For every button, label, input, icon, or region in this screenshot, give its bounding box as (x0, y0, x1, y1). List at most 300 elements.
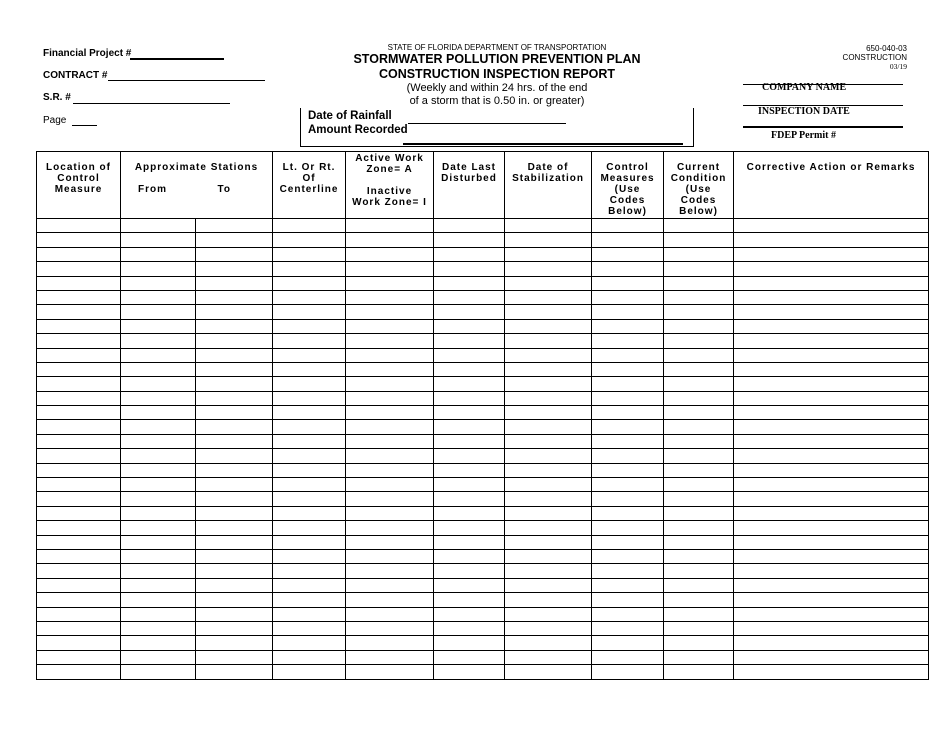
table-cell[interactable] (664, 219, 734, 233)
table-cell[interactable] (346, 348, 434, 362)
table-cell[interactable] (664, 276, 734, 290)
table-cell[interactable] (37, 449, 121, 463)
table-cell[interactable] (592, 564, 664, 578)
table-cell[interactable] (121, 377, 196, 391)
table-cell[interactable] (121, 262, 196, 276)
table-cell[interactable] (734, 549, 929, 563)
table-cell[interactable] (505, 247, 592, 261)
table-cell[interactable] (592, 319, 664, 333)
table-cell[interactable] (346, 521, 434, 535)
table-cell[interactable] (664, 290, 734, 304)
table-cell[interactable] (664, 377, 734, 391)
table-cell[interactable] (196, 348, 273, 362)
table-cell[interactable] (734, 621, 929, 635)
table-cell[interactable] (37, 434, 121, 448)
table-cell[interactable] (196, 434, 273, 448)
table-cell[interactable] (346, 665, 434, 679)
table-cell[interactable] (505, 521, 592, 535)
table-cell[interactable] (664, 549, 734, 563)
table-cell[interactable] (592, 377, 664, 391)
table-cell[interactable] (664, 305, 734, 319)
table-cell[interactable] (434, 233, 505, 247)
table-cell[interactable] (37, 362, 121, 376)
table-cell[interactable] (121, 434, 196, 448)
table-cell[interactable] (592, 420, 664, 434)
table-cell[interactable] (664, 463, 734, 477)
table-cell[interactable] (37, 233, 121, 247)
table-cell[interactable] (196, 406, 273, 420)
table-cell[interactable] (592, 334, 664, 348)
table-cell[interactable] (37, 463, 121, 477)
table-cell[interactable] (592, 521, 664, 535)
table-cell[interactable] (434, 549, 505, 563)
table-cell[interactable] (592, 391, 664, 405)
table-cell[interactable] (664, 449, 734, 463)
table-cell[interactable] (121, 665, 196, 679)
table-cell[interactable] (664, 233, 734, 247)
table-cell[interactable] (273, 434, 346, 448)
table-cell[interactable] (505, 478, 592, 492)
table-cell[interactable] (434, 636, 505, 650)
table-cell[interactable] (37, 377, 121, 391)
table-cell[interactable] (346, 391, 434, 405)
table-cell[interactable] (121, 521, 196, 535)
table-cell[interactable] (505, 262, 592, 276)
table-cell[interactable] (592, 463, 664, 477)
table-cell[interactable] (734, 607, 929, 621)
table-cell[interactable] (434, 262, 505, 276)
table-cell[interactable] (505, 406, 592, 420)
table-cell[interactable] (434, 650, 505, 664)
table-cell[interactable] (196, 492, 273, 506)
table-cell[interactable] (346, 305, 434, 319)
table-cell[interactable] (664, 607, 734, 621)
table-cell[interactable] (734, 578, 929, 592)
table-cell[interactable] (346, 420, 434, 434)
table-cell[interactable] (196, 362, 273, 376)
table-cell[interactable] (434, 506, 505, 520)
table-cell[interactable] (734, 219, 929, 233)
table-cell[interactable] (346, 578, 434, 592)
table-cell[interactable] (273, 549, 346, 563)
table-cell[interactable] (434, 247, 505, 261)
table-cell[interactable] (273, 636, 346, 650)
table-cell[interactable] (505, 506, 592, 520)
table-cell[interactable] (734, 636, 929, 650)
sr-field[interactable] (73, 103, 230, 104)
table-cell[interactable] (734, 319, 929, 333)
table-cell[interactable] (37, 564, 121, 578)
table-cell[interactable] (664, 621, 734, 635)
table-cell[interactable] (346, 247, 434, 261)
table-cell[interactable] (734, 564, 929, 578)
table-cell[interactable] (505, 348, 592, 362)
table-cell[interactable] (592, 578, 664, 592)
table-cell[interactable] (121, 406, 196, 420)
table-cell[interactable] (273, 621, 346, 635)
table-cell[interactable] (664, 564, 734, 578)
table-cell[interactable] (434, 319, 505, 333)
table-cell[interactable] (592, 276, 664, 290)
table-cell[interactable] (37, 247, 121, 261)
table-cell[interactable] (346, 607, 434, 621)
table-cell[interactable] (196, 247, 273, 261)
table-cell[interactable] (592, 348, 664, 362)
table-cell[interactable] (505, 420, 592, 434)
table-cell[interactable] (273, 492, 346, 506)
table-cell[interactable] (734, 362, 929, 376)
table-cell[interactable] (592, 636, 664, 650)
table-cell[interactable] (434, 492, 505, 506)
table-cell[interactable] (273, 521, 346, 535)
table-cell[interactable] (592, 219, 664, 233)
table-cell[interactable] (664, 348, 734, 362)
table-cell[interactable] (273, 319, 346, 333)
table-cell[interactable] (346, 564, 434, 578)
table-cell[interactable] (37, 521, 121, 535)
table-cell[interactable] (592, 362, 664, 376)
table-cell[interactable] (273, 377, 346, 391)
table-cell[interactable] (592, 492, 664, 506)
table-cell[interactable] (196, 420, 273, 434)
table-cell[interactable] (37, 650, 121, 664)
table-cell[interactable] (434, 377, 505, 391)
table-cell[interactable] (273, 478, 346, 492)
table-cell[interactable] (434, 434, 505, 448)
table-cell[interactable] (196, 219, 273, 233)
table-cell[interactable] (434, 621, 505, 635)
table-cell[interactable] (592, 593, 664, 607)
table-cell[interactable] (664, 262, 734, 276)
table-cell[interactable] (121, 593, 196, 607)
table-cell[interactable] (734, 377, 929, 391)
table-cell[interactable] (37, 665, 121, 679)
table-cell[interactable] (273, 406, 346, 420)
table-cell[interactable] (273, 391, 346, 405)
table-cell[interactable] (505, 391, 592, 405)
table-cell[interactable] (121, 305, 196, 319)
table-cell[interactable] (346, 406, 434, 420)
financial-project-field[interactable] (130, 58, 224, 60)
table-cell[interactable] (664, 593, 734, 607)
table-cell[interactable] (37, 535, 121, 549)
table-cell[interactable] (434, 607, 505, 621)
page-field[interactable] (72, 125, 97, 126)
table-cell[interactable] (505, 463, 592, 477)
table-cell[interactable] (592, 478, 664, 492)
table-cell[interactable] (434, 290, 505, 304)
table-cell[interactable] (434, 420, 505, 434)
table-cell[interactable] (37, 578, 121, 592)
table-cell[interactable] (592, 650, 664, 664)
table-cell[interactable] (346, 319, 434, 333)
table-cell[interactable] (273, 650, 346, 664)
table-cell[interactable] (37, 348, 121, 362)
table-cell[interactable] (346, 276, 434, 290)
table-cell[interactable] (196, 319, 273, 333)
table-cell[interactable] (37, 262, 121, 276)
table-cell[interactable] (734, 478, 929, 492)
table-cell[interactable] (346, 506, 434, 520)
table-cell[interactable] (346, 593, 434, 607)
table-cell[interactable] (505, 233, 592, 247)
table-cell[interactable] (592, 665, 664, 679)
table-cell[interactable] (664, 478, 734, 492)
table-cell[interactable] (664, 521, 734, 535)
table-cell[interactable] (734, 593, 929, 607)
contract-field[interactable] (108, 80, 265, 81)
table-cell[interactable] (37, 549, 121, 563)
table-cell[interactable] (37, 593, 121, 607)
table-cell[interactable] (273, 247, 346, 261)
table-cell[interactable] (434, 276, 505, 290)
table-cell[interactable] (664, 319, 734, 333)
table-cell[interactable] (434, 362, 505, 376)
table-cell[interactable] (273, 578, 346, 592)
table-cell[interactable] (273, 420, 346, 434)
table-cell[interactable] (734, 463, 929, 477)
table-cell[interactable] (121, 650, 196, 664)
table-cell[interactable] (273, 607, 346, 621)
table-cell[interactable] (664, 362, 734, 376)
table-cell[interactable] (273, 449, 346, 463)
table-cell[interactable] (664, 391, 734, 405)
table-cell[interactable] (196, 506, 273, 520)
table-cell[interactable] (346, 362, 434, 376)
table-cell[interactable] (196, 650, 273, 664)
table-cell[interactable] (734, 276, 929, 290)
table-cell[interactable] (505, 665, 592, 679)
table-cell[interactable] (592, 621, 664, 635)
table-cell[interactable] (273, 665, 346, 679)
table-cell[interactable] (664, 535, 734, 549)
table-cell[interactable] (37, 276, 121, 290)
table-cell[interactable] (37, 492, 121, 506)
table-cell[interactable] (434, 478, 505, 492)
table-cell[interactable] (196, 521, 273, 535)
table-cell[interactable] (505, 578, 592, 592)
table-cell[interactable] (121, 463, 196, 477)
table-cell[interactable] (346, 478, 434, 492)
table-cell[interactable] (196, 621, 273, 635)
table-cell[interactable] (434, 665, 505, 679)
table-cell[interactable] (37, 420, 121, 434)
table-cell[interactable] (592, 262, 664, 276)
table-cell[interactable] (37, 305, 121, 319)
table-cell[interactable] (664, 420, 734, 434)
table-cell[interactable] (734, 492, 929, 506)
table-cell[interactable] (37, 636, 121, 650)
table-cell[interactable] (37, 406, 121, 420)
table-cell[interactable] (273, 219, 346, 233)
table-cell[interactable] (196, 305, 273, 319)
table-cell[interactable] (196, 262, 273, 276)
table-cell[interactable] (434, 334, 505, 348)
table-cell[interactable] (121, 607, 196, 621)
table-cell[interactable] (196, 549, 273, 563)
table-cell[interactable] (273, 564, 346, 578)
table-cell[interactable] (346, 463, 434, 477)
table-cell[interactable] (196, 478, 273, 492)
table-cell[interactable] (196, 334, 273, 348)
table-cell[interactable] (434, 564, 505, 578)
table-cell[interactable] (505, 607, 592, 621)
table-cell[interactable] (121, 449, 196, 463)
table-cell[interactable] (434, 449, 505, 463)
table-cell[interactable] (505, 219, 592, 233)
table-cell[interactable] (592, 233, 664, 247)
table-cell[interactable] (505, 535, 592, 549)
table-cell[interactable] (505, 377, 592, 391)
table-cell[interactable] (37, 290, 121, 304)
table-cell[interactable] (505, 334, 592, 348)
table-cell[interactable] (273, 276, 346, 290)
table-cell[interactable] (734, 406, 929, 420)
inspection-date-field[interactable] (743, 126, 903, 128)
table-cell[interactable] (121, 578, 196, 592)
table-cell[interactable] (121, 621, 196, 635)
table-cell[interactable] (346, 219, 434, 233)
table-cell[interactable] (734, 521, 929, 535)
table-cell[interactable] (592, 305, 664, 319)
table-cell[interactable] (196, 449, 273, 463)
table-cell[interactable] (734, 247, 929, 261)
table-cell[interactable] (37, 506, 121, 520)
table-cell[interactable] (346, 262, 434, 276)
table-cell[interactable] (505, 276, 592, 290)
table-cell[interactable] (273, 262, 346, 276)
table-cell[interactable] (37, 621, 121, 635)
table-cell[interactable] (37, 607, 121, 621)
table-cell[interactable] (121, 348, 196, 362)
table-cell[interactable] (121, 391, 196, 405)
table-cell[interactable] (505, 362, 592, 376)
table-cell[interactable] (505, 650, 592, 664)
table-cell[interactable] (273, 535, 346, 549)
table-cell[interactable] (664, 650, 734, 664)
table-cell[interactable] (37, 319, 121, 333)
table-cell[interactable] (664, 434, 734, 448)
table-cell[interactable] (505, 549, 592, 563)
table-cell[interactable] (734, 506, 929, 520)
table-cell[interactable] (273, 593, 346, 607)
table-cell[interactable] (434, 305, 505, 319)
table-cell[interactable] (734, 665, 929, 679)
table-cell[interactable] (196, 391, 273, 405)
table-cell[interactable] (196, 276, 273, 290)
table-cell[interactable] (346, 492, 434, 506)
table-cell[interactable] (664, 334, 734, 348)
table-cell[interactable] (196, 593, 273, 607)
table-cell[interactable] (664, 665, 734, 679)
table-cell[interactable] (505, 305, 592, 319)
table-cell[interactable] (505, 492, 592, 506)
table-cell[interactable] (664, 578, 734, 592)
table-cell[interactable] (346, 377, 434, 391)
table-cell[interactable] (592, 247, 664, 261)
table-cell[interactable] (121, 564, 196, 578)
table-cell[interactable] (196, 463, 273, 477)
table-cell[interactable] (434, 463, 505, 477)
table-cell[interactable] (273, 463, 346, 477)
table-cell[interactable] (346, 535, 434, 549)
table-cell[interactable] (592, 449, 664, 463)
table-cell[interactable] (592, 434, 664, 448)
table-cell[interactable] (505, 434, 592, 448)
table-cell[interactable] (664, 406, 734, 420)
table-cell[interactable] (121, 420, 196, 434)
table-cell[interactable] (37, 334, 121, 348)
table-cell[interactable] (505, 290, 592, 304)
table-cell[interactable] (196, 564, 273, 578)
table-cell[interactable] (121, 276, 196, 290)
table-cell[interactable] (346, 621, 434, 635)
table-cell[interactable] (121, 319, 196, 333)
table-cell[interactable] (434, 406, 505, 420)
table-cell[interactable] (505, 636, 592, 650)
table-cell[interactable] (346, 636, 434, 650)
table-cell[interactable] (196, 535, 273, 549)
table-cell[interactable] (592, 607, 664, 621)
table-cell[interactable] (734, 305, 929, 319)
table-cell[interactable] (121, 334, 196, 348)
table-cell[interactable] (273, 362, 346, 376)
table-cell[interactable] (196, 607, 273, 621)
table-cell[interactable] (273, 334, 346, 348)
table-cell[interactable] (121, 535, 196, 549)
table-cell[interactable] (346, 233, 434, 247)
table-cell[interactable] (734, 334, 929, 348)
table-cell[interactable] (37, 391, 121, 405)
table-cell[interactable] (196, 233, 273, 247)
table-cell[interactable] (734, 434, 929, 448)
table-cell[interactable] (592, 506, 664, 520)
table-cell[interactable] (196, 636, 273, 650)
table-cell[interactable] (505, 449, 592, 463)
table-cell[interactable] (734, 420, 929, 434)
table-cell[interactable] (121, 492, 196, 506)
rainfall-date-field[interactable] (408, 123, 566, 124)
table-cell[interactable] (346, 290, 434, 304)
table-cell[interactable] (592, 535, 664, 549)
table-cell[interactable] (121, 636, 196, 650)
table-cell[interactable] (121, 362, 196, 376)
table-cell[interactable] (734, 262, 929, 276)
table-cell[interactable] (273, 233, 346, 247)
table-cell[interactable] (505, 621, 592, 635)
table-cell[interactable] (273, 506, 346, 520)
table-cell[interactable] (734, 535, 929, 549)
table-cell[interactable] (664, 247, 734, 261)
table-cell[interactable] (196, 377, 273, 391)
table-cell[interactable] (434, 348, 505, 362)
table-cell[interactable] (434, 593, 505, 607)
table-cell[interactable] (505, 564, 592, 578)
table-cell[interactable] (121, 290, 196, 304)
table-cell[interactable] (121, 233, 196, 247)
table-cell[interactable] (664, 492, 734, 506)
table-cell[interactable] (734, 650, 929, 664)
table-cell[interactable] (37, 219, 121, 233)
table-cell[interactable] (196, 578, 273, 592)
table-cell[interactable] (734, 348, 929, 362)
table-cell[interactable] (734, 391, 929, 405)
table-cell[interactable] (346, 434, 434, 448)
table-cell[interactable] (734, 290, 929, 304)
table-cell[interactable] (434, 535, 505, 549)
table-cell[interactable] (37, 478, 121, 492)
table-cell[interactable] (734, 233, 929, 247)
